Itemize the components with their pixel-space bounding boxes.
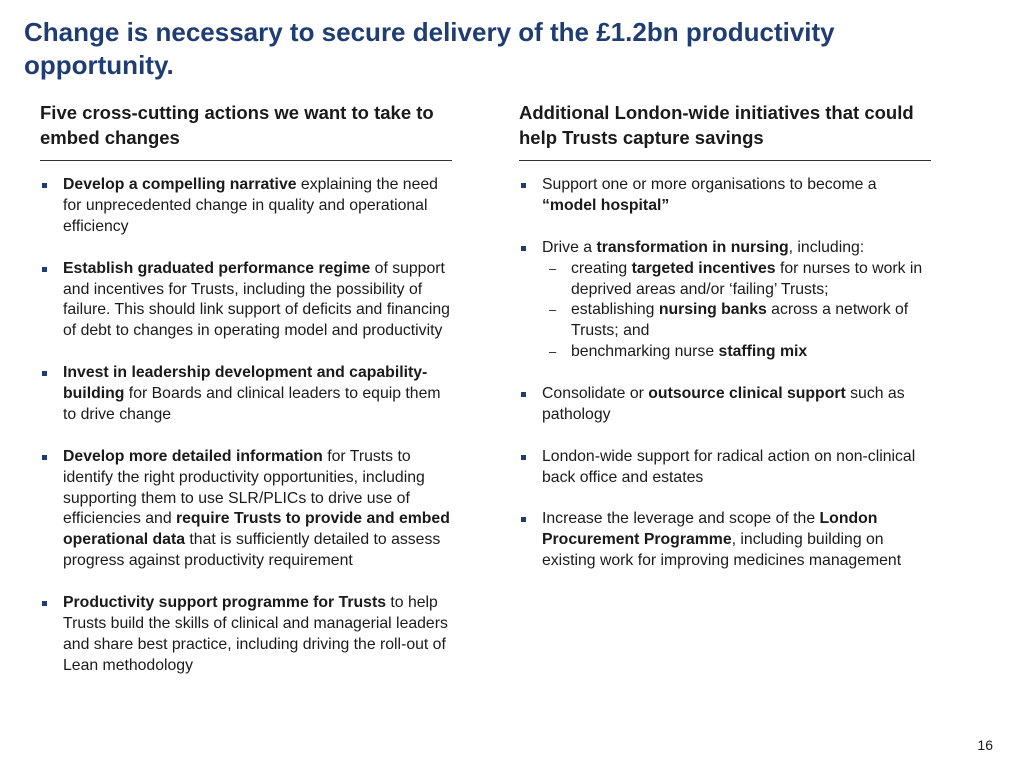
right-column-heading: Additional London-wide initiatives that could help Trusts capture savings — [519, 100, 931, 161]
sub-bullet-item — [542, 342, 931, 363]
text-run: across a network of Trusts; and — [571, 301, 909, 340]
bullet-item — [519, 509, 931, 572]
bold-text: targeted incentives — [631, 259, 776, 277]
square-bullet-icon — [42, 267, 47, 272]
left-bullet-list — [40, 175, 452, 677]
text-run: for nurses to work in deprived areas and/or ‘failing’ Trusts; — [571, 259, 923, 298]
bold-text: nursing banks — [658, 301, 767, 319]
square-bullet-icon — [42, 455, 47, 460]
text-run: , including building on existing work for improving medicines management — [542, 531, 902, 570]
right-column — [519, 100, 931, 593]
text-run: London-wide support for radical action on non-clinical back office and estates — [542, 447, 916, 486]
text-run: such as pathology — [542, 385, 905, 423]
bold-text: transformation in nursing — [596, 238, 789, 256]
page-title: Change is necessary to secure delivery of the £1.2bn productivity opportunity. — [24, 17, 835, 80]
text-run: , including: — [788, 238, 865, 256]
bullet-item — [519, 238, 931, 363]
square-bullet-icon — [521, 392, 526, 397]
text-run: Consolidate or — [542, 385, 649, 403]
text-run: Increase the leverage and scope of the — [542, 510, 820, 528]
left-column — [40, 100, 452, 698]
sub-bullet-item — [542, 300, 931, 342]
text-run: establishing — [571, 301, 659, 319]
square-bullet-icon — [521, 183, 526, 188]
square-bullet-icon — [521, 246, 526, 251]
sub-bullet-list — [542, 259, 931, 364]
dash-bullet-icon: – — [549, 302, 557, 318]
page-number: 16 — [977, 737, 993, 753]
square-bullet-icon — [521, 455, 526, 460]
text-run: of support and incentives for Trusts, including the possibility of failure. This should link support of deficits and financing of debt to changes in operating model and productivity — [63, 259, 450, 340]
text-run: Support one or more organisations to become a — [542, 176, 877, 193]
text-run: to help Trusts build the skills of clinical and managerial leaders and share best practice, including driving the roll-out of Lean methodology — [63, 594, 448, 674]
square-bullet-icon — [42, 183, 47, 188]
bullet-item — [519, 175, 931, 217]
bold-text: Productivity support programme for Trusts — [63, 594, 387, 612]
text-run: creating — [571, 259, 632, 277]
sub-bullet-item — [542, 259, 931, 301]
bullet-item — [40, 447, 452, 572]
square-bullet-icon — [42, 371, 47, 376]
bullet-item — [519, 384, 931, 426]
bold-text: Develop a compelling narrative — [63, 176, 297, 193]
text-run: benchmarking nurse — [571, 343, 719, 361]
dash-bullet-icon: – — [549, 260, 557, 276]
bullet-item — [40, 175, 452, 238]
bold-text: staffing mix — [718, 343, 808, 361]
bold-text: require Trusts to provide and embed operational data — [63, 510, 450, 549]
right-bullet-list — [519, 175, 931, 572]
text-run: that is sufficiently detailed to assess progress against productivity requirement — [63, 531, 441, 570]
bold-text: outsource clinical support — [648, 385, 846, 403]
left-column-heading: Five cross-cutting actions we want to take to embed changes — [40, 100, 452, 161]
bold-text: Invest in leadership development and capability-building — [63, 364, 428, 403]
bullet-item — [40, 363, 452, 426]
text-run: explaining the need for unprecedented change in quality and operational efficiency — [63, 176, 438, 235]
square-bullet-icon — [42, 601, 47, 606]
bullet-item — [40, 259, 452, 343]
bullet-item — [40, 593, 452, 677]
dash-bullet-icon: – — [549, 344, 557, 360]
bold-text: Establish graduated performance regime — [63, 259, 371, 277]
bullet-item — [519, 447, 931, 489]
text-run: Drive a — [542, 238, 597, 256]
bold-text: London Procurement Programme — [542, 510, 878, 549]
text-run: for Trusts to identify the right productivity opportunities, including supporting them to use SLR/PLICs to drive use of efficiencies and — [63, 447, 425, 528]
bold-text: “model hospital” — [542, 196, 670, 214]
bold-text: Develop more detailed information — [63, 447, 323, 465]
text-run: for Boards and clinical leaders to equip them to drive change — [63, 385, 441, 423]
square-bullet-icon — [521, 517, 526, 522]
